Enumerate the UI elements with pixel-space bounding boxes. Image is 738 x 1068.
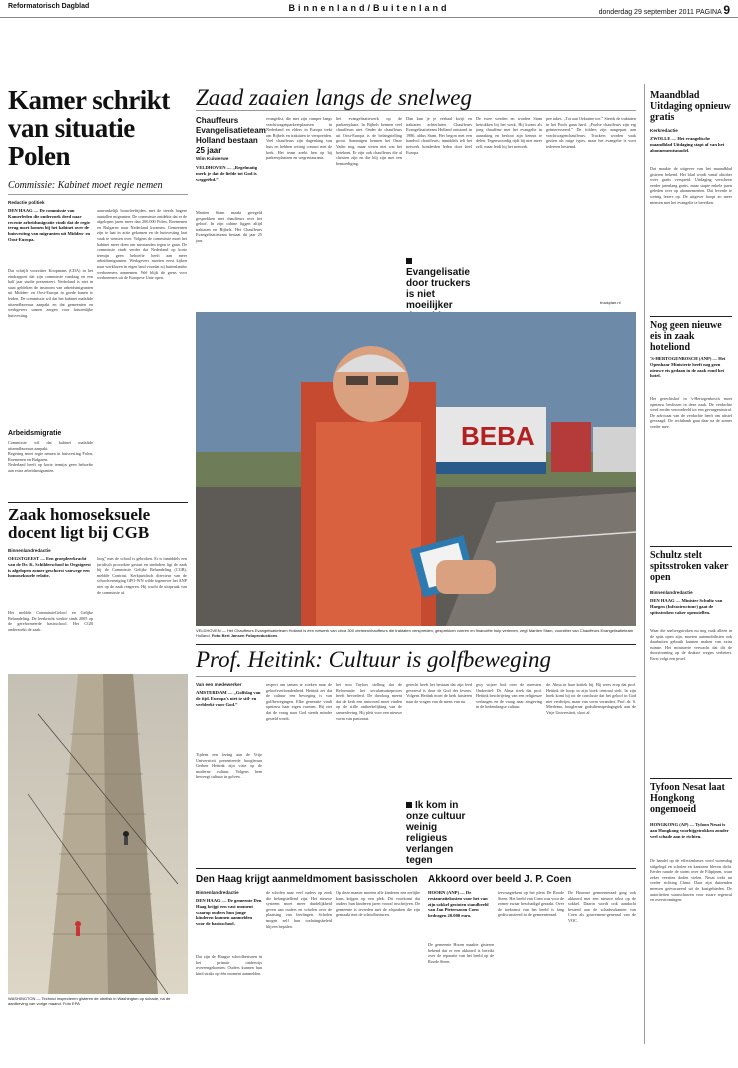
heitink-body-col4: gerecht heeft het bestaan dat zijn leed gevreesd is door de God des levens. Volgens Heitink moet de kerk luisteren naar de vragen van de mens van nu. [406,682,472,704]
main-headline: Zaad zaaien langs de snelweg [196,85,472,110]
main-lead: VELDHOVEN — „Regelmatig merk je dat de liefde tot God is weggeëbd.” [196,165,257,182]
main-credit [600,300,620,305]
right-a-byline: Kerkredactie [650,128,678,133]
cgb-headline: Zaak homoseksuele docent ligt bij CGB [8,505,151,542]
caption-text: VELDHOVEN — Het Chauffeurs Evangelisatieteam Holland is een netwerk van circa 300 christenchauffeurs die traktaten verspreiden, gesprekken voeren en financiële hulp verlenen, zegt Martien Stam, voorzitter van Chauffeurs Evangelisatieteam Holland. [196,628,634,638]
right-b-lead: 'S-HERTOGENBOSCH (ANP) — Het Openbaar Ministerie heeft nog geen nieuwe eis gedaan in de zaak rond het hotel. [650,356,726,379]
heitink-body-col1: Tijdens een lezing aan de Vrije Universiteit presenteerde hoogleraar Gerben Heitink zijn visie op de moderne cultuur. Volgens hem beweegt cultuur in golven. [196,752,262,780]
main-body-col6: pee takes. „Tot aan Oekraïne toe.” Steeds de traktaten in het Pools gaan hard. „Poolse chauffeurs zijn erg geïnteresseerd.” De folders zijn aangepast aan vrachtwagenchauffeurs. Truckers worden vaak gezien als ruige types, maar het evangelie is voor iedereen bestemd. [546,116,636,149]
heitink-byline: Van een medewerker [196,682,242,687]
lead-body-col2: aanvankelijk bouwleeftijden, met de steeds hogere aantallen migranten. De commissie ontdekte dat er de afgelopen jaren meer dan 200.000 Polen, Roemenen en Bulgaren naar Nederland kwamen. Gemeenten zijn te laat in actie gekomen en de huisvesting laat vaak te wensen over. Volgens de commissie moet het kabinet meer doen om misstanden tegen te gaan. De commissie vindt verder dat Nederland op korte termijn geen behoefte heeft aan meer arbeidsmigranten. Werkgevers moeten eerst kijken naar werklozen in eigen land voordat zij buitenlandse werknemers aannemen. Wel blijft de grens voor werknemers uit de Europese Unie open. [97,208,187,281]
main-body-col4: Dan kun je je verhaal kwijt en traktaten achterlaten. Chauffeurs Evangelisatieteam Holland ontstond in 1986, aldus Stam. Het begon met een handvol chauffeurs; inmiddels telt het netwerk honderden leden door heel Europa. [406,116,472,155]
truck-logo: BEBA [461,421,535,451]
heitink-quote [406,800,472,866]
lead-subhead: Commissie: Kabinet moet regie nemen [8,180,163,191]
heitink-body-col5: gwy wijzer bod over de meesten. Ondertitel: Dr. Alma strek dat prof. Heitink beschrijving van een religieuze verlangen en de vraag naar zingeving in de hedendaagse cultuur. [476,682,542,710]
date: donderdag 29 september 2011 [598,9,694,16]
quote-bullet-icon [406,802,412,808]
box-item: Nederland heeft op korte termijn geen behoefte aan extra arbeidsmigranten. [8,462,93,473]
denhaag-lead: DEN HAAG — De gemeente Den Haag krijgt een vast moment waarop ouders hun jonge kinderen kunnen aanmelden voor de basisschool. [196,898,262,927]
cgb-intro: OEGSTGEEST — Een groepleerkracht van de Dr. K. Schilderschool in Oegstgeest is afgelopen zomer geschorst vanwege een homoseksuele relatie. [8,556,91,579]
section-title: Binnenland/Buitenland [288,3,450,13]
box-list [8,440,93,495]
heitink-lead: AMSTERDAM — „Golfslag van de tijd. Europa's niet te stil- en verbleekt voor God.” [196,690,261,707]
date-page [599,3,730,17]
obelisk-caption [8,996,188,1006]
credit-text: truckplan.nl [600,300,621,305]
right-d-lead: HONGKONG (AP) — Tyfoon Nesat is aan Hongkong voorbijgetrokken zonder veel schade aan te richten. [650,822,729,839]
coen-lead: HOORN (ANP) — De restauratiekosten voor het van zijn sokkel gestoten standbeeld van Jan Pieterszoon Coen bedragen 20.000 euro. [428,890,489,919]
box-title: Arbeidsmigratie [8,430,62,437]
denhaag-byline: Binnenlandredactie [196,890,239,895]
caption-text: WASHINGTON — Technici inspecteren gisteren de obelisk in Washington op schade, na de aardbeving van vorige maand. [8,996,171,1006]
right-a-lead: ZWOLLE — Het evangelische maandblad Uitdaging stapt af van het abonnementsmodel. [650,136,725,153]
right-c-lead: DEN HAAG — Minister Schultz van Haegen (Infrastructuur) gaat de spitsstroken vaker openstellen. [650,598,723,615]
cgb-body-col2: loog" met de school is gebroken. Er is inmiddels een juridisch procedure gestart en sindsdien ligt de zaak bij de Commissie Gelijke Behandeling (CGB), meldde Contrast. Kerkjuridisch directeur van de schoolvereniging GPO-WN wilde tegenover het ANP niet op de zaak reageren. Hij wacht de uitspraak van de commissie af. [97,556,187,595]
main-caption [196,628,636,638]
lead-byline: Redactie politiek [8,200,45,205]
right-c-byline: Binnenlandredactie [650,590,693,595]
right-b-body: Het gerechtshof in 's-Hertogenbosch moet opnieuw beslissen in deze zaak. De verdachte werd eerder veroordeeld tot een gevangenisstraf. De advocaat van de verdachte heeft om uitstel gevraagd. De rechtbank gaat daar na de zomer verder mee. [650,396,732,429]
right-a-body: Dat maakte de uitgever van het maandblad gisteren bekend. Het blad wordt vanaf oktober weer gratis verspreid. Uitdaging verscheen eerder jarenlang gratis, maar stapte enkele jaren geleden over op abonnementen. Dat leverde te weinig lezers op. De uitgever hoopt zo meer mensen met het evangelie te bereiken. [650,166,732,205]
main-photo [196,312,636,626]
denhaag-body-col2: de scholen naar veel ouders op zoek die belangstellend zijn. Het nieuwe systeem moet meer duidelijkheid geven aan ouders en scholen over de plaatsing van leerlingen. Scholen mogen zelf hun toelatingsbeleid blijven bepalen. [266,890,332,929]
right-a-title: Maandblad Uitdaging opnieuw gratis [650,90,731,123]
denhaag-body-col3: Op deze manier moeten alle kinderen een eerlijke kans krijgen op een plek. Dit voorkomt dat ouders hun kinderen jaren vooraf inschrijven. De gemeente is tevreden met de afspraken die zijn gemaakt met de schoolbesturen. [336,890,420,918]
heitink-body-col6: de. Alma in haar kritiek bij. Hij wees erop dat prof. Heitink de hoop in zijn boek centraal stelt. In zijn boek komt hij tot de conclusie dat het geloof in God niet verdwijnt, maar van vorm verandert. Prof. dr. S. Miedema, hoogleraar godsdienstpedagogiek aan de Vrije Universiteit, sloot af. [546,682,636,715]
heitink-body-col2: respect om tamen te zoeken naar de geloofsverbondenheid. Heitink zei dat de cultuur een beweging is van golfbewegingen. Elke generatie vindt opnieuw haar eigen vormen. Hij ziet dat de vraag naar God steeds minder gesteld wordt. [266,682,332,721]
main-byline: Wim Kuiwerwe [196,156,229,161]
right-c-body: Waar die snelwegstroken nu nog vaak alleen in de spits open zijn, moeten automobilisten ook daarbuiten gebruik kunnen maken van extra ruimte. Het ministerie verwacht dat dit de doorstroming op de drukste wegen verbetert. Eerst volgt een proef. [650,628,732,661]
lead-intro: DEN HAAG — De commissie van Kamerleden die onderzoek deed naar recente arbeidsmigratie vindt dat de regie terug moet komen bij het kabinet over de huisvesting van migranten uit Midden- en Oost-Europa. [8,208,91,242]
photo-credit: Foto EPA [62,1001,80,1006]
main-body-col1: Martien Stam maakt geregeld gesprekken met chauffeurs over het geloof. In zijn cabine liggen altijd traktaten en Bijbels. Het Chauffeurs Evangelisatieteam bestaat dit jaar 25 jaar. [196,210,262,243]
denhaag-body-col1: Dat zijn de Haagse schoolbesturen in het primair onderwijs overeengekomen. Ouders kunnen hun kind straks op één moment aanmelden. [196,954,262,976]
lead-headline: Kamer schrikt van situatie Polen [8,85,170,171]
cgb-byline: Binnenlandredactie [8,548,51,553]
lead-body-col1: Dat schrijft voorzitter Koopmans (CDA) in het eindrapport dat zijn commissie vandaag en een half jaar studie presenteert. Nederland is niet in staat gebleken de instroom van arbeidsmigranten uit Midden- en Oost-Europa in goede banen te leiden. De commissie wil dat het kabinet malafide uitzendbureaus aanpakt en dat gemeenten en werkgevers samen zorgen voor fatsoenlijke huisvesting. [8,268,93,318]
obelisk-photo [8,674,188,994]
obelisk-illustration [8,674,188,994]
heitink-body-col3: het nou Taylors stelling dat de Reformatie het secularisatieproces heeft bevorderd. De theoloog meent dat de kerk een antwoord moet vinden op de stille ontkerkelijking van de samenleving. Hij pleit voor een nieuwe vorm van pastoraat. [336,682,402,721]
main-body-col3: het evangelisatiewerk op de parkeerplaats. In Bijbels kennen veel chauffeurs niet. Onder de chauffeurs uit Oost-Europa is de belangstelling groot. Sommigen kennen het Onze Vader nog, maar weten niet wat het betekent. Er zijn ook chauffeurs die al christen zijn en die blij zijn met een bemoediging. [336,116,402,166]
page-number: 9 [723,3,730,17]
page-header [0,0,738,18]
main-body-col2: evangelist, die met zijn camper langs vrachtwagenparkeerplaatsen in Nederland en elders in Europa trekt om Bijbels en traktaten te verspreiden. Veel chauffeurs zijn dagenlang van huis en hebben weinig contact met de kerk. Het team zoekt hen op bij parkeerplaatsen en wegrestaurants. [266,116,332,161]
quote-bullet-icon [406,258,412,264]
cgb-body-col1: Het meldde CommissieGeloof en Gelijke Behandeling. De leerkracht werkte sinds 2005 op de gereformeerde basisschool. Het CGB onderzoekt de zaak. [8,610,93,632]
truck-scene [196,312,636,626]
heitink-headline: Prof. Heitink: Cultuur is golfbeweging [196,647,551,672]
box-item: Commissie wil dat kabinet malafide uitzendbureaus aanpakt. [8,440,93,451]
paper-name: Reformatorisch Dagblad [8,3,90,10]
coen-headline: Akkoord over beeld J. P. Coen [428,874,572,885]
main-body-col5: De twee werden en worden Stam betrokken bij het werk. Hij kwam als jong chauffeur met het evangelie in aanraking en besloot zijn kennis te delen. Tegenwoordig rijdt hij niet meer zelf, maar leidt hij het netwerk. [476,116,542,149]
main-intro: Chauffeurs Evangelisatieteam Holland bestaan 25 jaar [196,116,266,155]
right-b-title: Nog geen nieuwe eis in zaak hoteliond [650,320,722,353]
denhaag-headline: Den Haag krijgt aanmeldmoment basisscholen [196,874,418,885]
coen-body-col1: De gemeente Hoorn maakte gisteren bekend dat er een akkoord is bereikt over de reparatie van het beeld op de Roode Steen. [428,942,494,964]
right-d-title: Tyfoon Nesat laat Hongkong ongemoeid [650,782,725,815]
photo-credit: Foto Bert Jansen Fotoproductions [211,633,278,638]
coen-body-col2: tervraagtekent op het plein De Roode Steen. Het beeld van Coen was voor de zomer zwaar beschadigd geraakt. Over de toekomst van het beeld is lang gediscussieerd in de gemeenteraad. [498,890,564,918]
right-c-title: Schultz stelt spitsstroken vaker open [650,550,729,583]
box-item: Regering moet regie nemen in huisvesting Polen, Roemenen en Bulgaren. [8,451,93,462]
right-d-body: De handel op de effectenbeurs werd woensdag stilgelegd en scholen en kantoren bleven dicht. Eerder raasde de storm over de Filipijnen, waar zeker veertien doden vielen. Nesat trekt nu verder richting China. Daar zijn duizenden mensen geëvacueerd uit de kustgebieden. De autoriteiten waarschuwen voor zware regenval en overstromingen. [650,858,732,903]
coen-body-col3: De Hoornse gemeenteraad ging ook akkoord met een nieuwe tekst op de sokkel. Daarin wordt ook aandacht besteed aan de schaduwkanten van Coen als gouverneur-generaal van de VOC. [568,890,636,923]
quote-text: Evangelisatie door truckers is niet moeilijker [406,267,471,311]
page-label: PAGINA [695,9,722,16]
quote-text: Ik kom in onze cultuur weinig religieus verlangen tegen [406,800,466,866]
